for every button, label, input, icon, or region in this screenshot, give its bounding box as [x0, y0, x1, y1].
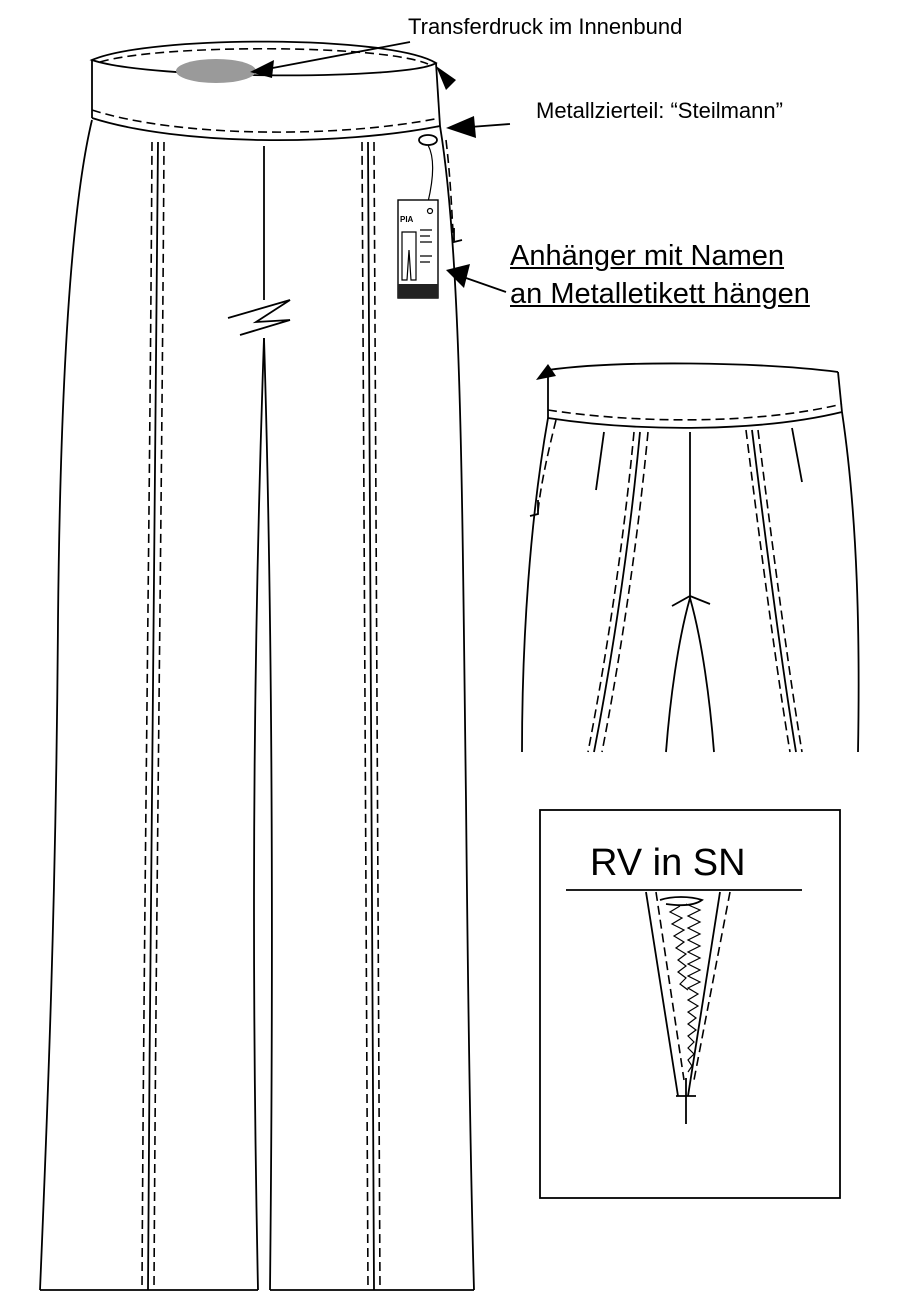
metal-ornament	[419, 135, 437, 145]
label-zipper-detail: RV in SN	[590, 842, 746, 884]
back-right-panel-stitch-b	[758, 430, 802, 752]
label-metal-ornament: Metallzierteil: “Steilmann”	[536, 98, 783, 123]
front-right-panel-seam	[368, 142, 374, 1290]
hangtag-name: PIA	[400, 215, 414, 224]
transfer-print-patch	[176, 59, 256, 83]
front-right-outseam	[440, 126, 474, 1290]
back-right-panel-seam	[752, 430, 796, 752]
label-transfer-print: Transferdruck im Innenbund	[408, 14, 683, 39]
waistband-top-stitch	[100, 49, 428, 64]
waist-corner-marker	[436, 66, 456, 90]
label-hangtag-line2: an Metalletikett hängen	[510, 278, 810, 310]
arrow-metall-line	[470, 124, 510, 127]
front-right-inseam	[264, 338, 272, 1290]
waistband-bottom-edge	[92, 118, 440, 140]
front-view-pants	[40, 42, 510, 1290]
hangtag-footer-band	[398, 284, 438, 298]
hangtag-string	[428, 145, 433, 202]
waistband-bottom-stitch	[92, 110, 440, 132]
back-view-detail	[522, 363, 859, 752]
arrow-anhaenger-head	[446, 264, 470, 288]
back-right-panel-stitch-a	[746, 430, 790, 752]
back-left-inseam	[666, 598, 690, 752]
label-hangtag-line1: Anhänger mit Namen	[510, 240, 785, 272]
back-left-panel-stitch-b	[602, 432, 648, 752]
back-waistband-top	[548, 363, 838, 372]
front-left-panel-stitch-b	[154, 142, 164, 1290]
front-right-pocket-corner	[454, 228, 462, 242]
arrow-anhaenger-line	[466, 278, 506, 292]
back-right-inseam	[690, 598, 714, 752]
back-waistband-right-side	[838, 372, 842, 412]
back-right-outseam	[842, 412, 859, 752]
front-left-outseam	[40, 120, 92, 1290]
arrow-metall-head	[446, 116, 476, 138]
back-waist-marker	[536, 364, 556, 380]
front-left-inseam	[254, 338, 264, 1290]
front-left-panel-seam	[148, 142, 158, 1290]
back-left-outseam	[522, 418, 548, 752]
front-right-panel-stitch-a	[362, 142, 368, 1290]
back-waistband-stitch	[548, 404, 842, 420]
back-left-panel-seam	[594, 432, 640, 752]
front-right-panel-stitch-b	[374, 142, 380, 1290]
back-right-dart	[792, 428, 802, 482]
front-left-panel-stitch-a	[142, 142, 152, 1290]
front-right-side-stitch	[446, 140, 454, 240]
back-left-dart	[596, 432, 604, 490]
fly-bartack	[228, 300, 290, 335]
